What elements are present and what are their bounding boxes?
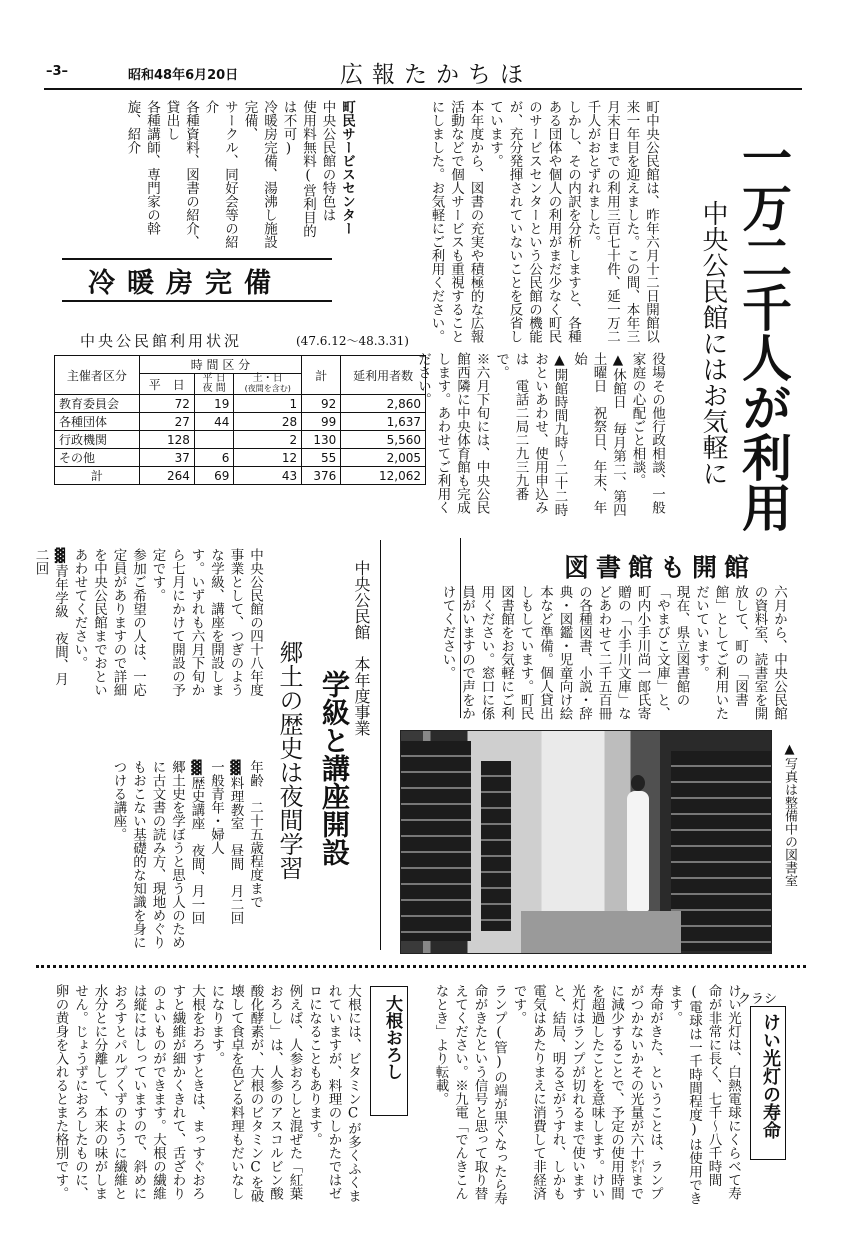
article1-body [430, 100, 660, 355]
table-row [55, 449, 426, 467]
cell-name: 計 [55, 467, 140, 485]
course-line: 郷土史を学ぼうと思う人のために古文書の読み方、現地めぐりもおこない基礎的な知識を身につける講座。 [110, 760, 185, 949]
service-line: 各種資料、図書の紹介、貸出し [163, 100, 199, 249]
cell-name: 教育委員会 [55, 395, 140, 413]
cell-users: 1,637 [341, 413, 426, 431]
service-center-block [36, 100, 356, 250]
article2-headline: 図書館も開館 [564, 553, 757, 582]
cell-night: 6 [194, 449, 233, 467]
info-line: ▲休館日 毎月第二、第四土曜日 祝祭日、年末、年始 [571, 352, 626, 517]
header-organizer: 主催者区分 [55, 356, 140, 395]
column1-headline: けい光灯の寿命 [750, 1006, 786, 1160]
article3-courses [40, 760, 264, 950]
issue-date: 昭和48年6月20日 [128, 68, 239, 83]
page-number: –3– [46, 64, 69, 79]
header-weekend: 土・日 (夜間を含む) [234, 374, 302, 395]
header-weekday-night: 平 日 夜 間 [194, 374, 233, 395]
header-total: 計 [302, 356, 341, 395]
column-divider [380, 540, 381, 950]
table-row [55, 413, 426, 431]
service-line: 冷暖房完備、湯沸し施設完備、 [241, 100, 277, 249]
column2-paragraph: 大根には、ビタミンCが多くふくまれていますが、料理のしかたではゼロになることもあります。 [306, 984, 361, 1203]
cell-night: 19 [194, 395, 233, 413]
article3-subhead: 郷土の歴史は夜間学習 [275, 640, 303, 880]
article1-subhead: 中央公民館にはお気軽に [698, 200, 728, 486]
column2-paragraph: 大根をおろすときは、まっすぐおろすと繊維が細かくきれて、舌ざわりのよいものができます。大根の繊維は縦にはしっていますので、斜めにおろすとパルプくずのように繊維と水分とに分離して、本来の味がしません。じょうずにおろしたものに、卵の黄身を入れるとまた格別です。 [52, 984, 205, 1200]
banner-text: 冷暖房完備 [88, 268, 283, 299]
cell-weekend: 1 [234, 395, 302, 413]
newsletter-title: 広報たかちほ [340, 62, 532, 88]
cell-night [194, 431, 233, 449]
service-line: 各種講師、専門家の斡旋、紹介 [124, 100, 160, 235]
info-line: 役場その他行政相談、一般家庭の心配ごと相談。 [629, 352, 665, 514]
article2-paragraph: 現在、県立図書館の「やまびこ文庫」と、町内小手川尚一郎氏寄贈の「小手川文庫」などあわせて二千五百冊の各種図書、小説・辞典・図鑑・児童向け絵本など準備。個人貸出しもしています。町民図書館をお気軽にご利用ください。窓口に係員がいますので声をかけてください。 [439, 585, 690, 720]
cell-total: 99 [302, 413, 341, 431]
course-line: ▓料理教室 昼間 月二回 [227, 760, 244, 925]
course-line: 一般青年・婦人 [208, 760, 224, 855]
column2-body [30, 984, 362, 1210]
cell-weekend: 28 [234, 413, 302, 431]
cell-users: 2,005 [341, 449, 426, 467]
info-line: ※六月下旬には、中央公民館西隣に中央体育館も完成します。あわせてご利用ください。 [415, 352, 490, 514]
article3-kicker: 中央公民館 本年度事業 [352, 560, 371, 736]
column1-paragraph: ランプ(管)の端が黒くなったら寿命がきたという信号と思って取り替えてください。※九電「でんきこんなとき」より転載。 [432, 984, 507, 1205]
column-label: クラシ [738, 992, 778, 1007]
course-line: 年齢 二十五歳程度まで [247, 760, 263, 909]
article1-paragraph: しかし、その内訳を分析しますと、各種ある団体や個人の利用がまだ少なく町民のサービスセンターという公民館の機能が、充分発揮されていないことを反省しています。 [487, 100, 581, 343]
header-weekday: 平 日 [139, 374, 194, 395]
cell-night: 69 [194, 467, 233, 485]
article3-body [32, 548, 264, 698]
table-row [55, 395, 426, 413]
librarian-figure [627, 791, 649, 911]
library-photo [400, 730, 772, 954]
cell-users: 5,560 [341, 431, 426, 449]
cell-name: その他 [55, 449, 140, 467]
header-rule [44, 88, 802, 90]
article1-info-block [415, 352, 666, 522]
bookshelf [481, 761, 511, 931]
cell-weekday: 37 [139, 449, 194, 467]
cell-weekday: 264 [139, 467, 194, 485]
cell-weekday: 72 [139, 395, 194, 413]
cell-users: 12,062 [341, 467, 426, 485]
cell-weekend: 2 [234, 431, 302, 449]
photo-caption: ▲写真は整備中の図書室 [782, 742, 797, 887]
usage-table-wrap [54, 355, 426, 485]
cell-total: 92 [302, 395, 341, 413]
column1-paragraph: 寿命がきた、ということは、ランプがつかないかその光量が六十㌫までに減少することで、予定の使用時間を超過したことを意味します。けい光灯はランプが切れるまで使いますと、結局、明るさがうすれ、しかも電気はあたりまえに消費して非経済です。 [510, 984, 663, 1200]
header-time-group: 時 間 区 分 [139, 356, 301, 374]
column2-paragraph: 例えば、人参おろしと混ぜた「紅葉おろし」は、人参のアスコルビン酸酸化酵素が、大根のビタミンCを破壊して食卓を色どる料理もだいなしになります。 [208, 984, 303, 1203]
article1-paragraph: 町中央公民館は、昨年六月十二日開館以来一年目を迎えました。この間、本年三月末日までの利用三百七十件、延一万二千人がおとずれました。 [584, 100, 659, 343]
cell-weekend: 43 [234, 467, 302, 485]
course-line: ▓歴史講座 夜間、月一回 [188, 760, 205, 925]
cell-weekend: 12 [234, 449, 302, 467]
article2-body [418, 585, 788, 725]
cell-users: 2,860 [341, 395, 426, 413]
library-floor [521, 911, 681, 953]
usage-table [54, 355, 426, 485]
service-line: 使用料無料(営利目的は不可) [280, 100, 316, 238]
table-period: (47.6.12～48.3.31) [296, 334, 409, 348]
cell-total: 376 [302, 467, 341, 485]
cell-weekday: 27 [139, 413, 194, 431]
info-line: ▲開館時間九時～二十二時 [551, 352, 568, 517]
service-line: サークル、同好会等の紹介 [202, 100, 238, 249]
cell-total: 55 [302, 449, 341, 467]
article1-paragraph: 本年度から、図書の充実や積極的な広報活動などで個人サービスも重視することにしました。お気軽にご利用ください。 [428, 100, 484, 343]
service-center-heading: 町民サービスセンター [339, 100, 355, 235]
table-total-row [55, 467, 426, 485]
article1-headline: 一万二千人が利用 [734, 132, 793, 532]
table-row [55, 431, 426, 449]
column1-paragraph: けい光灯は、白熱電球にくらべて寿命が非常に長く、七千～八千時間(電球は一千時間程度)は使用できます。 [666, 984, 741, 1205]
librarian-head [631, 775, 645, 791]
header-users: 延利用者数 [341, 356, 426, 395]
article2-paragraph: 六月から、中央公民館の資料室、読書室を開放して、町の「図書館」としてご利用いただいています。 [693, 585, 787, 720]
cell-name: 各種団体 [55, 413, 140, 431]
cell-night: 44 [194, 413, 233, 431]
bookshelf [671, 751, 771, 951]
cell-weekday: 128 [139, 431, 194, 449]
article3-paragraph: 中央公民館の四十八年度事業として、つぎのような学級、講座を開設します。いずれも六月下旬から七月にかけて開設の予定です。 [149, 548, 263, 697]
table-title: 中央公民館利用状況 [80, 332, 243, 350]
cell-name: 行政機関 [55, 431, 140, 449]
info-line: おといあわせ、使用申込みは 電話二局二九三九番で。 [493, 352, 548, 514]
bookshelf [401, 741, 471, 941]
column1-body [420, 984, 742, 1210]
article3-paragraph: ▓青年学級 夜間、月二回 [32, 548, 68, 686]
cell-total: 130 [302, 431, 341, 449]
section-separator [36, 965, 806, 968]
article3-headline: 学級と講座開設 [318, 670, 351, 866]
service-line: 中央公民館の特色は [319, 100, 336, 222]
article3-paragraph: 参加ご希望の人は、一応定員がありますので詳細を中央公民館までおといあわせてください。 [71, 548, 146, 697]
column2-headline: 大根おろし [370, 986, 408, 1116]
